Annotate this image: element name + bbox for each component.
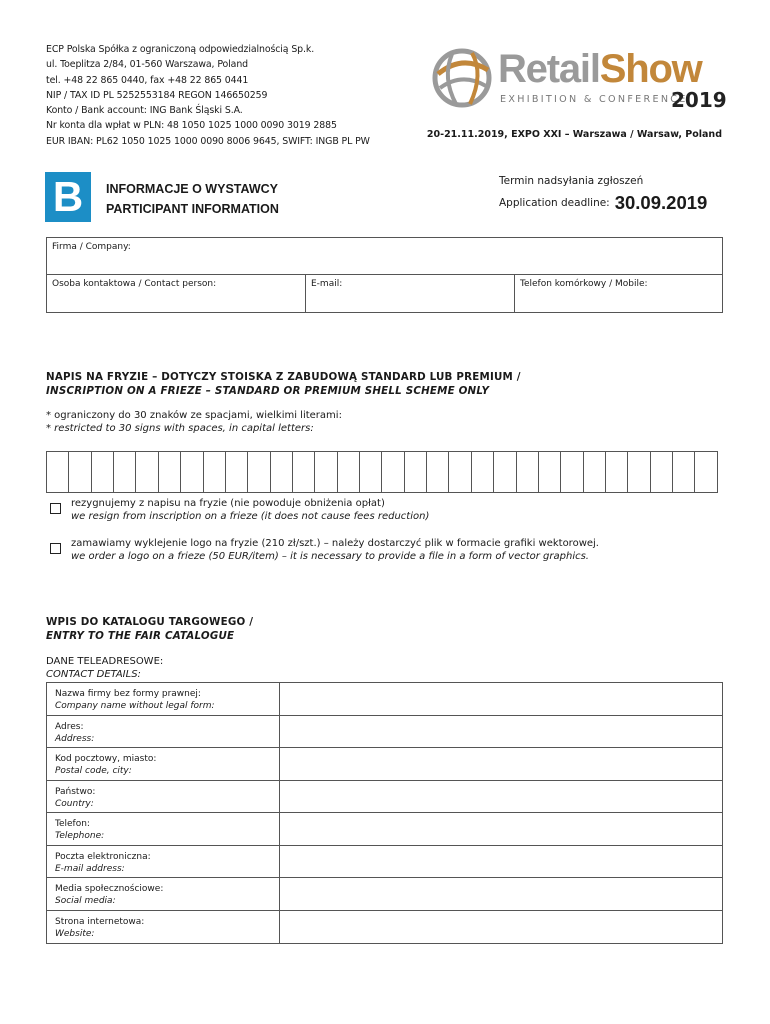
table-row	[47, 878, 722, 911]
char-box[interactable]	[651, 452, 673, 492]
char-box[interactable]	[136, 452, 158, 492]
row-label	[47, 683, 280, 715]
char-box[interactable]	[606, 452, 628, 492]
char-box[interactable]	[561, 452, 583, 492]
catalogue-table	[46, 682, 723, 944]
company-info	[46, 42, 370, 149]
participant-form	[46, 237, 723, 313]
company-line: Konto / Bank account: ING Bank Śląski S.A.	[46, 105, 243, 117]
table-row	[47, 781, 722, 814]
row-label-pl: Poczta elektroniczna:	[55, 851, 151, 862]
row-label	[47, 781, 280, 813]
event-info: 20-21.11.2019, EXPO XXI – Warszawa / Warsaw, Poland	[426, 129, 722, 140]
contact-details-pl: DANE TELEADRESOWE:	[46, 656, 164, 667]
char-box[interactable]	[181, 452, 203, 492]
contact-details-en: CONTACT DETAILS:	[46, 669, 141, 680]
telephone-input[interactable]	[280, 813, 722, 845]
char-box[interactable]	[584, 452, 606, 492]
frieze-character-boxes	[46, 451, 718, 493]
country-input[interactable]	[280, 781, 722, 813]
char-box[interactable]	[539, 452, 561, 492]
logo-subtitle: EXHIBITION & CONFERENCE	[500, 94, 688, 105]
postal-code-city-input[interactable]	[280, 748, 722, 780]
row-label-pl: Nazwa firmy bez formy prawnej:	[55, 689, 201, 699]
char-box[interactable]	[472, 452, 494, 492]
row-label	[47, 748, 280, 780]
char-box[interactable]	[248, 452, 270, 492]
contact-details-heading	[46, 655, 163, 681]
row-label-pl: Media społecznościowe:	[55, 884, 164, 894]
globe-icon	[428, 44, 496, 112]
deadline-label-en: Application deadline:	[499, 197, 610, 209]
char-box[interactable]	[382, 452, 404, 492]
deadline-date: 30.09.2019	[614, 192, 708, 213]
company-line: NIP / TAX ID PL 5252553184 REGON 146650259	[46, 89, 268, 101]
option1-pl: rezygnujemy z napisu na fryzie (nie powoduje obniżenia opłat)	[71, 498, 385, 509]
char-box[interactable]	[159, 452, 181, 492]
table-row	[47, 683, 722, 716]
table-row	[47, 748, 722, 781]
row-label-en: Company name without legal form:	[55, 701, 215, 711]
char-box[interactable]	[695, 452, 716, 492]
char-box[interactable]	[204, 452, 226, 492]
table-row	[47, 716, 722, 749]
row-label-en: Website:	[55, 928, 95, 939]
row-label	[47, 813, 280, 845]
section-title-pl: INFORMACJE O WYSTAWCY	[106, 182, 278, 196]
row-label-pl: Strona internetowa:	[55, 916, 145, 927]
row-label-en: Country:	[55, 798, 94, 809]
section-badge: B	[45, 172, 91, 222]
row-label	[47, 716, 280, 748]
company-name-input[interactable]	[280, 683, 722, 715]
company-line: tel. +48 22 865 0440, fax +48 22 865 0441	[46, 74, 249, 86]
deadline-label-pl: Termin nadsyłania zgłoszeń	[499, 175, 644, 187]
deadline	[499, 192, 707, 214]
logo-year: 2019	[671, 88, 727, 112]
address-input[interactable]	[280, 716, 722, 748]
catalogue-heading-pl: WPIS DO KATALOGU TARGOWEGO /	[46, 616, 254, 628]
logo-word-show: Show	[599, 47, 702, 91]
catalogue-heading-en: ENTRY TO THE FAIR CATALOGUE	[46, 630, 235, 642]
table-row	[47, 846, 722, 879]
email-field[interactable]	[306, 275, 515, 313]
frieze-heading-pl: NAPIS NA FRYZIE – DOTYCZY STOISKA Z ZABUDOWĄ STANDARD LUB PREMIUM /	[46, 371, 521, 383]
retailshow-logo	[428, 44, 727, 112]
row-label-pl: Kod pocztowy, miasto:	[55, 754, 157, 764]
company-line: EUR IBAN: PL62 1050 1025 1000 0090 8006 9645, SWIFT: INGB PL PW	[46, 135, 370, 147]
char-box[interactable]	[517, 452, 539, 492]
row-label	[47, 878, 280, 910]
frieze-heading	[46, 370, 521, 398]
mobile-label: Telefon komórkowy / Mobile:	[520, 279, 648, 289]
char-box[interactable]	[315, 452, 337, 492]
char-box[interactable]	[405, 452, 427, 492]
company-line: Nr konta dla wpłat w PLN: 48 1050 1025 1000 0090 3019 2885	[46, 120, 337, 132]
website-input[interactable]	[280, 911, 722, 944]
char-box[interactable]	[360, 452, 382, 492]
row-label-en: Telephone:	[55, 831, 105, 841]
option2-en: we order a logo on a frieze (50 EUR/item) – it is necessary to provide a file in a form of vector graphics.	[71, 551, 589, 562]
char-box[interactable]	[69, 452, 91, 492]
row-label-en: Address:	[55, 733, 95, 744]
table-row	[47, 911, 722, 944]
char-box[interactable]	[293, 452, 315, 492]
company-field[interactable]	[47, 238, 722, 275]
section-title-en: PARTICIPANT INFORMATION	[106, 202, 279, 216]
contact-row	[47, 275, 722, 313]
table-row	[47, 813, 722, 846]
row-label-en: Social media:	[55, 896, 116, 906]
frieze-note-pl: * ograniczony do 30 znaków ze spacjami, wielkimi literami:	[46, 410, 342, 421]
frieze-heading-en: INSCRIPTION ON A FRIEZE – STANDARD OR PREMIUM SHELL SCHEME ONLY	[46, 385, 490, 397]
char-box[interactable]	[427, 452, 449, 492]
option1-en: we resign from inscription on a frieze (it does not cause fees reduction)	[71, 511, 430, 522]
social-media-input[interactable]	[280, 878, 722, 910]
row-label-pl: Adres:	[55, 721, 84, 732]
char-box[interactable]	[114, 452, 136, 492]
row-label	[47, 911, 280, 944]
resign-inscription-checkbox[interactable]	[50, 503, 61, 514]
section-title	[106, 179, 279, 219]
row-label-en: E-mail address:	[55, 863, 125, 874]
logo-word-retail: Retail	[498, 47, 600, 91]
catalogue-heading	[46, 615, 253, 643]
email-label: E-mail:	[311, 279, 343, 289]
char-box[interactable]	[338, 452, 360, 492]
char-box[interactable]	[628, 452, 650, 492]
char-box[interactable]	[226, 452, 248, 492]
char-box[interactable]	[92, 452, 114, 492]
contact-person-field[interactable]	[47, 275, 305, 313]
company-field-label: Firma / Company:	[52, 242, 131, 252]
char-box[interactable]	[494, 452, 516, 492]
row-label-en: Postal code, city:	[55, 766, 132, 776]
char-box[interactable]	[47, 452, 69, 492]
logo-wordmark	[498, 48, 702, 90]
order-logo-checkbox[interactable]	[50, 543, 61, 554]
resign-inscription-option	[71, 497, 429, 523]
email-address-input[interactable]	[280, 846, 722, 878]
char-box[interactable]	[271, 452, 293, 492]
option2-pl: zamawiamy wyklejenie logo na fryzie (210 zł/szt.) – należy dostarczyć plik w formacie grafiki wektorowej.	[71, 538, 599, 549]
company-line: ECP Polska Spółka z ograniczoną odpowiedzialnością Sp.k.	[46, 44, 315, 55]
mobile-field[interactable]	[515, 275, 722, 313]
order-logo-option	[71, 537, 599, 563]
company-line: ul. Toeplitza 2/84, 01-560 Warszawa, Poland	[46, 59, 249, 71]
row-label-pl: Telefon:	[55, 819, 90, 829]
contact-person-label: Osoba kontaktowa / Contact person:	[52, 279, 217, 289]
row-label	[47, 846, 280, 878]
frieze-note-en: * restricted to 30 signs with spaces, in capital letters:	[46, 423, 314, 434]
frieze-note	[46, 409, 342, 435]
char-box[interactable]	[673, 452, 695, 492]
char-box[interactable]	[449, 452, 471, 492]
row-label-pl: Państwo:	[55, 786, 96, 797]
